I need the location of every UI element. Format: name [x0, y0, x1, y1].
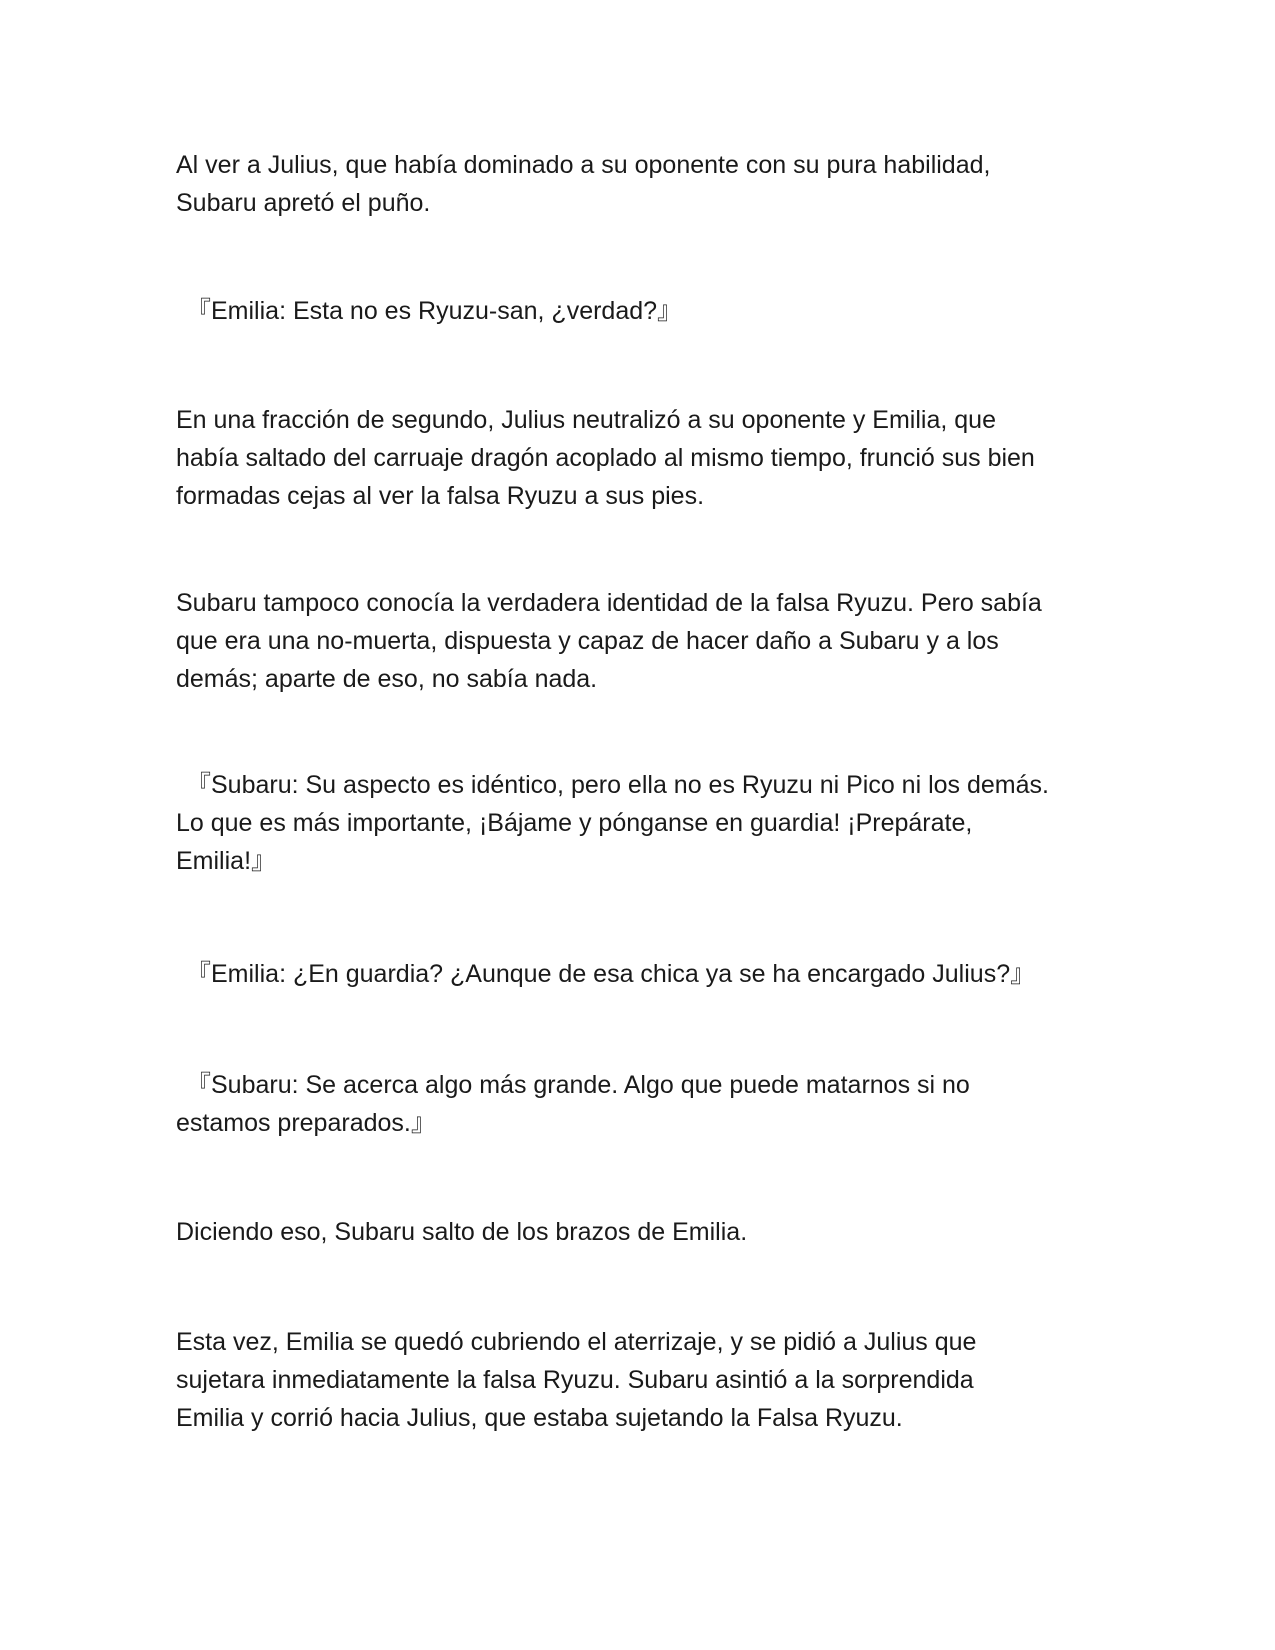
paragraph-1	[176, 146, 1136, 222]
text-line: En una fracción de segundo, Julius neutralizó a su oponente y Emilia, que	[176, 406, 996, 434]
text-line: 『Emilia: ¿En guardia? ¿Aunque de esa chica ya se ha encargado Julius?』	[186, 960, 1036, 988]
text-line: 『Subaru: Su aspecto es idéntico, pero ella no es Ryuzu ni Pico ni los demás.	[186, 771, 1049, 799]
text-line: Al ver a Julius, que había dominado a su oponente con su pura habilidad,	[176, 151, 991, 179]
paragraph-8	[176, 1213, 1136, 1251]
text-line: Emilia!』	[176, 847, 277, 875]
text-line: sujetara inmediatamente la falsa Ryuzu. Subaru asintió a la sorprendida	[176, 1366, 974, 1394]
text-line: 『Subaru: Se acerca algo más grande. Algo que puede matarnos si no	[186, 1071, 970, 1099]
dialogue-emilia-1	[176, 292, 1136, 330]
text-line: Esta vez, Emilia se quedó cubriendo el aterrizaje, y se pidió a Julius que	[176, 1328, 977, 1356]
text-line: Subaru tampoco conocía la verdadera identidad de la falsa Ryuzu. Pero sabía	[176, 589, 1042, 617]
text-line: Emilia y corrió hacia Julius, que estaba sujetando la Falsa Ryuzu.	[176, 1404, 903, 1432]
text-line: demás; aparte de eso, no sabía nada.	[176, 665, 598, 693]
dialogue-subaru-2	[176, 1066, 1136, 1142]
text-line: estamos preparados.』	[176, 1109, 436, 1137]
paragraph-9	[176, 1323, 1136, 1437]
text-line: formadas cejas al ver la falsa Ryuzu a sus pies.	[176, 482, 705, 510]
paragraph-4	[176, 584, 1136, 698]
paragraph-3	[176, 401, 1136, 515]
text-line: que era una no-muerta, dispuesta y capaz de hacer daño a Subaru y a los	[176, 627, 999, 655]
dialogue-subaru-1	[176, 766, 1136, 880]
text-line: Subaru apretó el puño.	[176, 189, 431, 217]
text-line: Lo que es más importante, ¡Bájame y pónganse en guardia! ¡Prepárate,	[176, 809, 973, 837]
text-line: había saltado del carruaje dragón acoplado al mismo tiempo, frunció sus bien	[176, 444, 1035, 472]
dialogue-emilia-2	[176, 955, 1136, 993]
text-line: 『Emilia: Esta no es Ryuzu-san, ¿verdad?』	[186, 297, 683, 325]
text-line: Diciendo eso, Subaru salto de los brazos de Emilia.	[176, 1218, 748, 1246]
